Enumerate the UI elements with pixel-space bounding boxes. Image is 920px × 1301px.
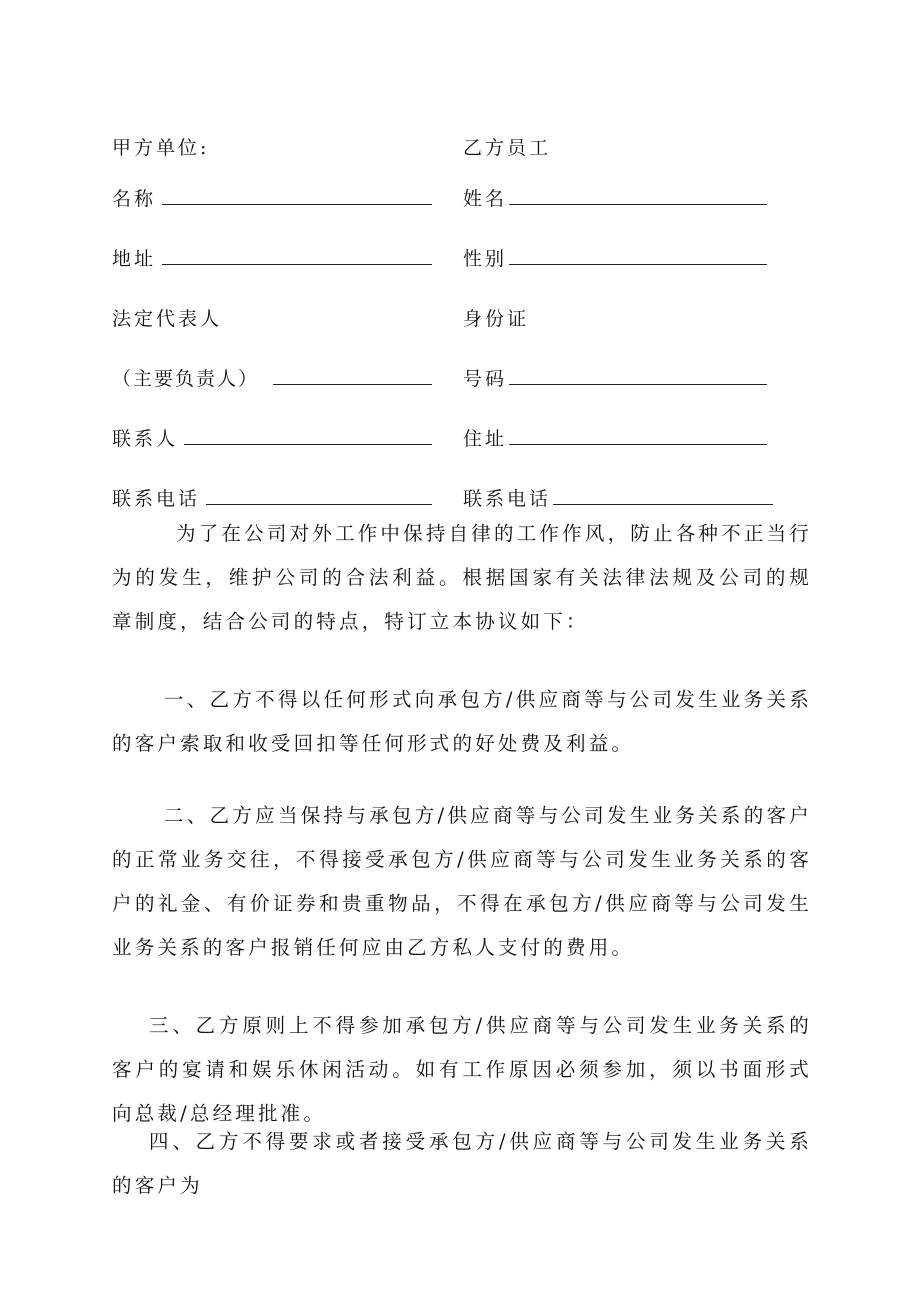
party-b-gender-label: 性别 <box>463 248 508 270</box>
party-header-row <box>112 120 772 160</box>
party-b-id-number-label: 号码 <box>463 368 508 390</box>
party-b-residence-blank <box>509 443 767 445</box>
principal-row <box>112 351 772 391</box>
party-a-address-blank <box>162 263 432 265</box>
intro-paragraph: 为了在公司对外工作中保持自律的工作作风，防止各种不正当行为的发生，维护公司的合法利益。根据国家有关法律法规及公司的规章制度，结合公司的特点，特订立本协议如下： <box>112 522 812 633</box>
party-b-name-blank <box>509 203 767 205</box>
party-a-heading: 甲方单位: <box>112 137 210 159</box>
party-b-phone-blank <box>553 503 773 505</box>
party-a-address-label: 地址 <box>112 248 157 270</box>
legal-rep-row <box>112 291 772 331</box>
party-a-legal-rep-label: 法定代表人 <box>112 308 223 330</box>
name-row <box>112 171 772 211</box>
party-a-contact-label: 联系人 <box>112 428 179 450</box>
party-a-principal-label: （主要负责人） <box>112 368 260 390</box>
clause-1: 一、乙方不得以任何形式向承包方/供应商等与公司发生业务关系的客户索取和收受回扣等任何形式的好处费及利益。 <box>112 688 812 755</box>
party-b-id-label: 身份证 <box>463 308 530 330</box>
contact-row <box>112 411 772 451</box>
party-a-name-blank <box>162 203 432 205</box>
party-a-principal-field <box>112 351 432 391</box>
party-b-residence-label: 住址 <box>463 428 508 450</box>
party-b-heading: 乙方员工 <box>463 137 552 159</box>
party-b-phone-field <box>463 471 773 511</box>
party-b-id-number-blank <box>509 383 767 385</box>
party-b-gender-field <box>463 231 773 271</box>
party-a-name-field <box>112 171 432 211</box>
clause-4: 四、乙方不得要求或者接受承包方/供应商等与公司发生业务关系的客户为 <box>112 1130 812 1197</box>
party-a-phone-field <box>112 471 432 511</box>
party-b-name-field <box>463 171 773 211</box>
party-a-contact-field <box>112 411 432 451</box>
party-b-phone-label: 联系电话 <box>463 488 552 510</box>
clause-2: 二、乙方应当保持与承包方/供应商等与公司发生业务关系的客户的正常业务交往，不得接受承包方/供应商等与公司发生业务关系的客户的礼金、有价证券和贵重物品，不得在承包方/供应商等与公司发生业务关系的客户报销任何应由乙方私人支付的费用。 <box>112 804 812 959</box>
party-b-id-number-field <box>463 351 773 391</box>
party-a-name-label: 名称 <box>112 188 157 210</box>
party-b-gender-blank <box>509 263 767 265</box>
party-b-name-label: 姓名 <box>463 188 508 210</box>
address-row <box>112 231 772 271</box>
phone-row <box>112 471 772 511</box>
party-a-phone-blank <box>206 503 432 505</box>
party-a-contact-blank <box>184 443 432 445</box>
party-a-phone-label: 联系电话 <box>112 488 201 510</box>
party-b-residence-field <box>463 411 773 451</box>
clause-3: 三、乙方原则上不得参加承包方/供应商等与公司发生业务关系的客户的宴请和娱乐休闲活动。如有工作原因必须参加，须以书面形式向总裁/总经理批准。 <box>112 1014 812 1125</box>
party-a-principal-blank <box>273 383 432 385</box>
party-a-address-field <box>112 231 432 271</box>
